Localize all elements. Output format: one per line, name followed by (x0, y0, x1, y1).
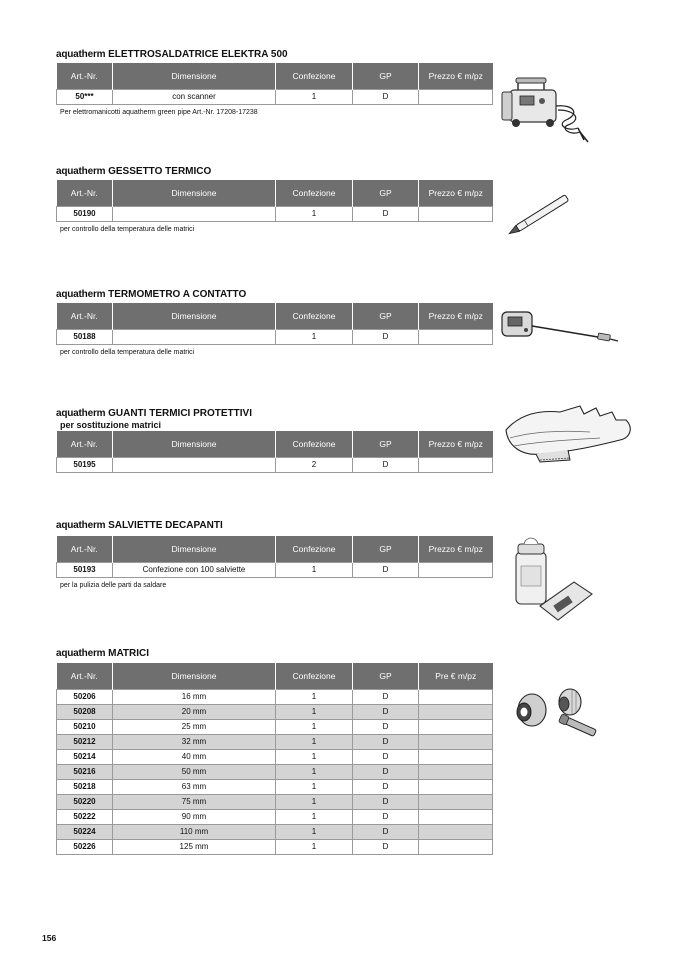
cell-price (419, 810, 493, 825)
cell-gp: D (353, 563, 419, 578)
cell-price (419, 458, 493, 473)
table-row (57, 705, 493, 720)
section-title (56, 48, 492, 61)
col-header-dimension: Dimensione (113, 63, 276, 90)
cell-art: 50*** (57, 90, 113, 105)
table-row (57, 840, 493, 855)
page-number: 156 (42, 933, 57, 943)
product-table (56, 63, 493, 105)
table-row (57, 90, 493, 105)
product-name: ELETTROSALDATRICE ELEKTRA 500 (108, 49, 288, 60)
product-name: SALVIETTE DECAPANTI (108, 520, 223, 531)
col-header-price: Prezzo € m/pz (419, 180, 493, 207)
section-title (56, 288, 492, 301)
cell-art: 50212 (57, 735, 113, 750)
col-header-dimension: Dimensione (113, 663, 276, 690)
cell-dimension (113, 458, 276, 473)
section-gessetto (56, 165, 492, 233)
table-row (57, 750, 493, 765)
cell-gp: D (353, 705, 419, 720)
cell-pack: 1 (276, 207, 353, 222)
col-header-price: Prezzo € m/pz (419, 536, 493, 563)
cell-pack: 1 (276, 825, 353, 840)
cell-price (419, 780, 493, 795)
col-header-price: Pre € m/pz (419, 663, 493, 690)
table-row (57, 795, 493, 810)
cell-gp: D (353, 780, 419, 795)
cell-price (419, 563, 493, 578)
cell-gp: D (353, 720, 419, 735)
col-header-art: Art.-Nr. (57, 431, 113, 458)
cell-dimension: Confezione con 100 salviette (113, 563, 276, 578)
table-row (57, 458, 493, 473)
col-header-art: Art.-Nr. (57, 303, 113, 330)
table-row (57, 720, 493, 735)
cell-art: 50193 (57, 563, 113, 578)
table-row (57, 825, 493, 840)
col-header-gp: GP (353, 663, 419, 690)
cell-art: 50210 (57, 720, 113, 735)
col-header-pack: Confezione (276, 180, 353, 207)
cell-gp: D (353, 330, 419, 345)
cell-price (419, 330, 493, 345)
col-header-gp: GP (353, 63, 419, 90)
cell-gp: D (353, 90, 419, 105)
cell-price (419, 90, 493, 105)
cell-price (419, 735, 493, 750)
cell-gp: D (353, 735, 419, 750)
brand-name: aquatherm (56, 648, 106, 659)
cell-dimension: 25 mm (113, 720, 276, 735)
cell-dimension: 125 mm (113, 840, 276, 855)
cell-art: 50218 (57, 780, 113, 795)
section-title (56, 519, 492, 532)
col-header-dimension: Dimensione (113, 431, 276, 458)
cell-gp: D (353, 765, 419, 780)
cell-pack: 1 (276, 795, 353, 810)
section-title (56, 165, 492, 178)
section-guanti (56, 407, 492, 473)
brand-name: aquatherm (56, 408, 106, 419)
brand-name: aquatherm (56, 166, 106, 177)
cell-art: 50208 (57, 705, 113, 720)
cell-art: 50214 (57, 750, 113, 765)
col-header-gp: GP (353, 303, 419, 330)
table-row (57, 780, 493, 795)
col-header-pack: Confezione (276, 536, 353, 563)
table-row (57, 690, 493, 705)
product-name: GUANTI TERMICI PROTETTIVI (108, 408, 252, 419)
product-table (56, 663, 493, 855)
cell-dimension: 75 mm (113, 795, 276, 810)
product-table (56, 536, 493, 578)
cell-dimension: 20 mm (113, 705, 276, 720)
wipes-icon (510, 536, 596, 628)
cell-price (419, 720, 493, 735)
cell-pack: 1 (276, 330, 353, 345)
cell-pack: 1 (276, 810, 353, 825)
col-header-art: Art.-Nr. (57, 63, 113, 90)
cell-gp: D (353, 690, 419, 705)
welding-sockets-icon (510, 684, 602, 744)
product-table (56, 180, 493, 222)
cell-dimension: con scanner (113, 90, 276, 105)
col-header-gp: GP (353, 536, 419, 563)
cell-gp: D (353, 795, 419, 810)
cell-art: 50222 (57, 810, 113, 825)
table-row (57, 563, 493, 578)
cell-gp: D (353, 825, 419, 840)
col-header-dimension: Dimensione (113, 180, 276, 207)
cell-art: 50220 (57, 795, 113, 810)
col-header-pack: Confezione (276, 431, 353, 458)
cell-dimension: 63 mm (113, 780, 276, 795)
cell-dimension: 32 mm (113, 735, 276, 750)
section-note: per controllo della temperatura delle matrici (60, 226, 195, 233)
cell-price (419, 795, 493, 810)
section-title (56, 647, 492, 660)
cell-dimension: 50 mm (113, 765, 276, 780)
gloves-icon (500, 402, 638, 464)
cell-pack: 1 (276, 840, 353, 855)
cell-pack: 1 (276, 750, 353, 765)
table-row (57, 810, 493, 825)
product-table (56, 303, 493, 345)
col-header-art: Art.-Nr. (57, 663, 113, 690)
col-header-art: Art.-Nr. (57, 536, 113, 563)
cell-gp: D (353, 750, 419, 765)
thermal-crayon-icon (500, 190, 580, 240)
product-name: GESSETTO TERMICO (108, 166, 212, 177)
section-elettrosaldatrice (56, 48, 492, 116)
col-header-price: Prezzo € m/pz (419, 63, 493, 90)
cell-dimension (113, 207, 276, 222)
cell-art: 50216 (57, 765, 113, 780)
cell-art: 50226 (57, 840, 113, 855)
cell-gp: D (353, 458, 419, 473)
col-header-price: Prezzo € m/pz (419, 303, 493, 330)
cell-art: 50224 (57, 825, 113, 840)
cell-pack: 1 (276, 780, 353, 795)
table-row (57, 735, 493, 750)
section-note: per la pulizia delle parti da saldare (60, 582, 167, 589)
cell-art: 50188 (57, 330, 113, 345)
cell-art: 50190 (57, 207, 113, 222)
cell-gp: D (353, 810, 419, 825)
col-header-gp: GP (353, 431, 419, 458)
brand-name: aquatherm (56, 49, 106, 60)
cell-pack: 2 (276, 458, 353, 473)
cell-price (419, 750, 493, 765)
cell-price (419, 207, 493, 222)
cell-pack: 1 (276, 735, 353, 750)
cell-price (419, 690, 493, 705)
cell-gp: D (353, 207, 419, 222)
cell-dimension: 16 mm (113, 690, 276, 705)
table-row (57, 207, 493, 222)
product-name: TERMOMETRO A CONTATTO (108, 289, 247, 300)
cell-pack: 1 (276, 765, 353, 780)
col-header-pack: Confezione (276, 63, 353, 90)
cell-pack: 1 (276, 690, 353, 705)
col-header-pack: Confezione (276, 663, 353, 690)
table-row (57, 765, 493, 780)
cell-dimension: 110 mm (113, 825, 276, 840)
contact-thermometer-icon (498, 306, 622, 348)
col-header-dimension: Dimensione (113, 536, 276, 563)
cell-price (419, 765, 493, 780)
brand-name: aquatherm (56, 520, 106, 531)
col-header-art: Art.-Nr. (57, 180, 113, 207)
cell-dimension: 90 mm (113, 810, 276, 825)
cell-price (419, 705, 493, 720)
welding-machine-icon (496, 70, 592, 148)
brand-name: aquatherm (56, 289, 106, 300)
section-salviette (56, 519, 492, 589)
section-matrici (56, 647, 492, 855)
section-subtitle: per sostituzione matrici (60, 420, 162, 430)
cell-dimension (113, 330, 276, 345)
product-name: MATRICI (108, 648, 150, 659)
cell-art: 50195 (57, 458, 113, 473)
col-header-price: Prezzo € m/pz (419, 431, 493, 458)
cell-art: 50206 (57, 690, 113, 705)
cell-gp: D (353, 840, 419, 855)
cell-pack: 1 (276, 563, 353, 578)
cell-pack: 1 (276, 705, 353, 720)
cell-pack: 1 (276, 720, 353, 735)
product-table (56, 431, 493, 473)
col-header-gp: GP (353, 180, 419, 207)
col-header-pack: Confezione (276, 303, 353, 330)
section-title (56, 407, 492, 420)
table-row (57, 330, 493, 345)
section-note: Per elettromanicotti aquatherm green pipe Art.-Nr. 17208-17238 (60, 109, 258, 116)
cell-price (419, 840, 493, 855)
col-header-dimension: Dimensione (113, 303, 276, 330)
cell-price (419, 825, 493, 840)
cell-pack: 1 (276, 90, 353, 105)
cell-dimension: 40 mm (113, 750, 276, 765)
section-termometro (56, 288, 492, 356)
section-note: per controllo della temperatura delle matrici (60, 349, 195, 356)
